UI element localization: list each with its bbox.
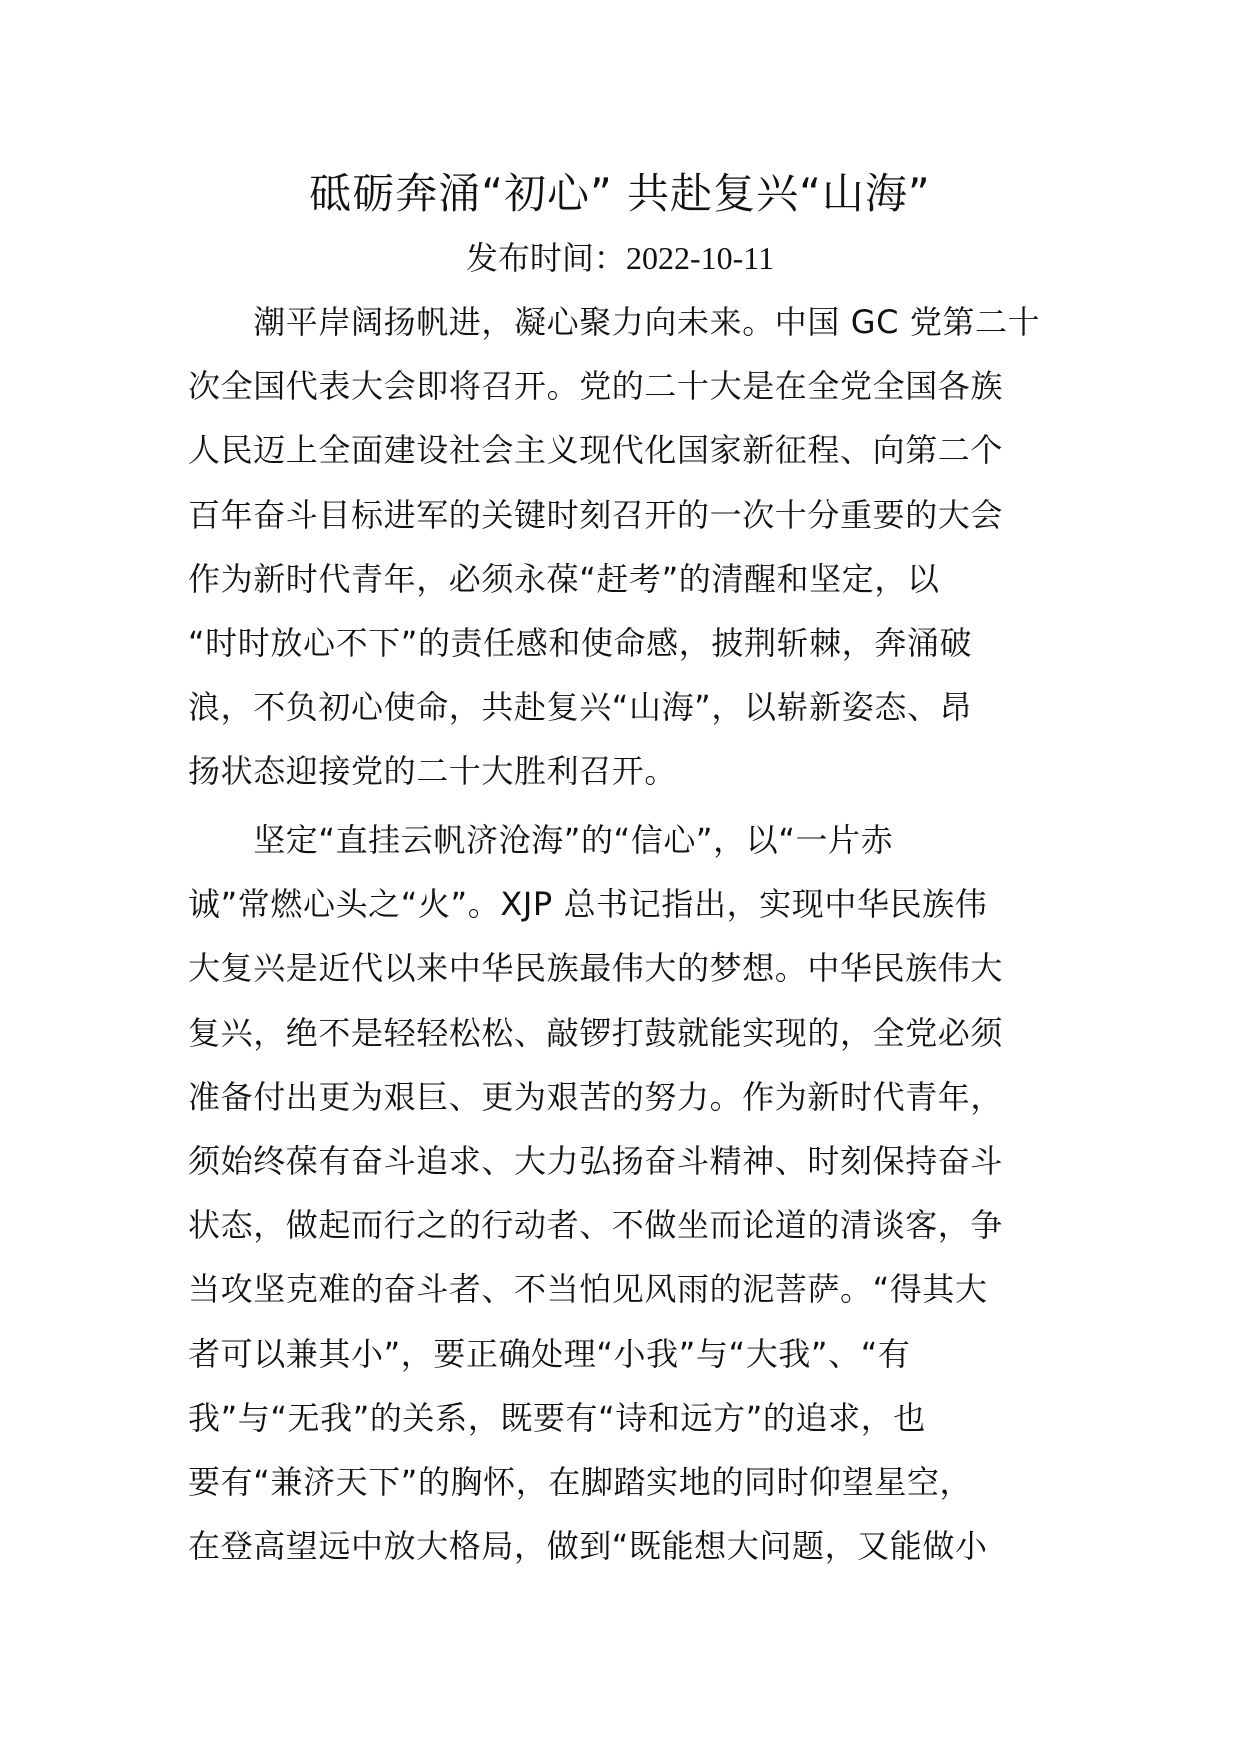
paragraph-line: 人民迈上全面建设社会主义现代化国家新征程、向第二个	[188, 431, 1004, 470]
paragraph-line: 大复兴是近代以来中华民族最伟大的梦想。中华民族伟大	[188, 949, 1004, 988]
paragraph-line: 者可以兼其小”，要正确处理“小我”与“大我”、“有	[188, 1334, 911, 1373]
paragraph-line: 复兴，绝不是轻轻松松、敲锣打鼓就能实现的，全党必须	[188, 1013, 1004, 1052]
paragraph-line: 诚”常燃心头之“火”。XJP 总书记指出，实现中华民族伟	[188, 885, 988, 924]
paragraph-line: “时时放心不下”的责任感和使命感，披荆斩棘，奔涌破	[188, 623, 973, 662]
paragraph-line: 准备付出更为艰巨、更为艰苦的努力。作为新时代青年，	[188, 1077, 1004, 1116]
paragraph-line: 坚定“直挂云帆济沧海”的“信心”，以“一片赤	[188, 821, 894, 859]
publish-date-value: 2022-10-11	[625, 240, 775, 276]
paragraph-2	[188, 808, 1050, 1578]
paragraph-line: 我”与“无我”的关系，既要有“诗和远方”的追求，也	[188, 1398, 926, 1437]
paragraph-line: 次全国代表大会即将召开。党的二十大是在全党全国各族	[188, 367, 1004, 406]
page-title: 砥砺奔涌“初心” 共赴复兴“山海”	[309, 169, 931, 218]
paragraph-line: 百年奋斗目标进军的关键时刻召开的一次十分重要的大会	[188, 495, 1004, 534]
publish-date	[0, 235, 1240, 281]
paragraph-line: 在登高望远中放大格局，做到“既能想大问题，又能做小	[188, 1527, 988, 1566]
paragraph-line: 作为新时代青年，必须永葆“赶考”的清醒和坚定，以	[188, 559, 940, 598]
paragraph-1	[188, 290, 1050, 804]
paragraph-line: 当攻坚克难的奋斗者、不当怕见风雨的泥菩萨。“得其大	[188, 1270, 988, 1309]
paragraph-line: 要有“兼济天下”的胸怀，在脚踏实地的同时仰望星空，	[188, 1462, 973, 1501]
paragraph-line: 浪，不负初心使命，共赴复兴“山海”，以崭新姿态、昂	[188, 688, 973, 727]
paragraph-line: 状态，做起而行之的行动者、不做坐而论道的清谈客，争	[188, 1206, 1004, 1245]
paragraph-line: 扬状态迎接党的二十大胜利召开。	[188, 752, 678, 791]
publish-date-label: 发布时间：	[465, 239, 626, 277]
paragraph-line: 潮平岸阔扬帆进，凝心聚力向未来。中国 GC 党第二十	[188, 303, 1041, 341]
paragraph-line: 须始终葆有奋斗追求、大力弘扬奋斗精神、时刻保持奋斗	[188, 1141, 1004, 1180]
